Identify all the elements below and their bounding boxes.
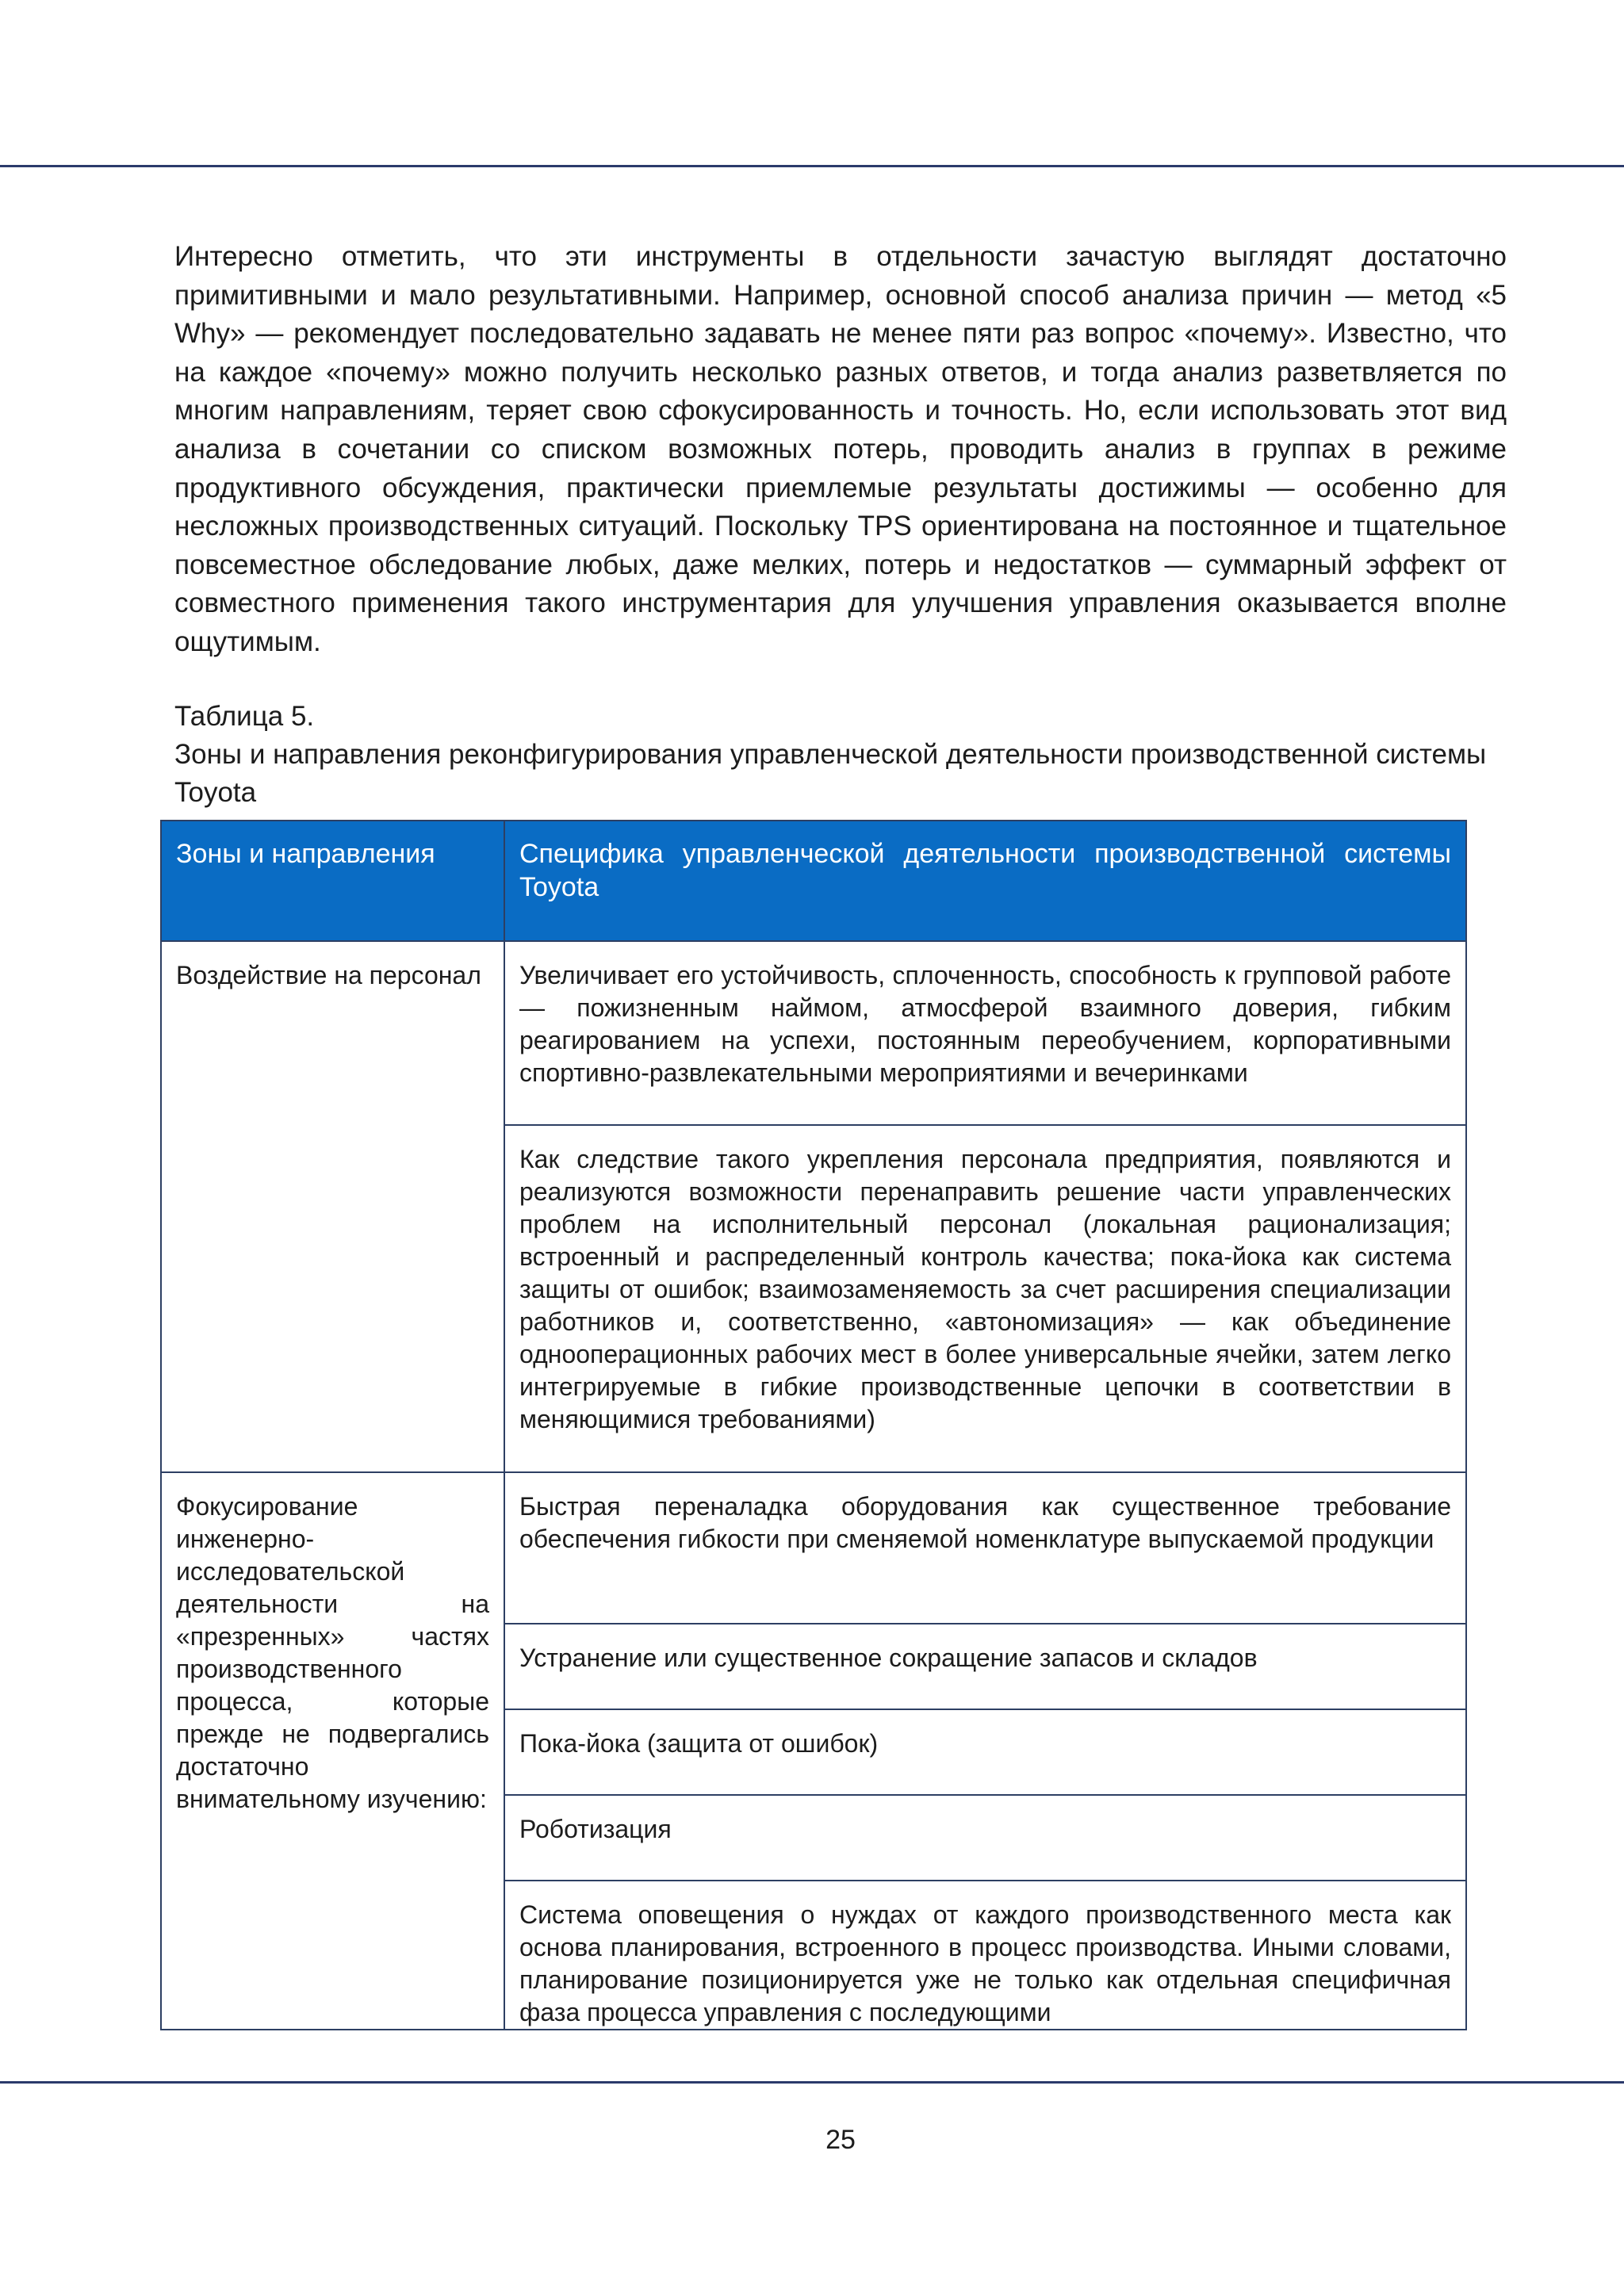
table-caption-title: Зоны и направления реконфигурирования управленческой деятельности производственной системы Toyota: [174, 739, 1487, 808]
table-header-row: [161, 821, 1466, 941]
page-number: 25: [825, 2125, 856, 2155]
table-row: [161, 1472, 1466, 1624]
footer-rule: [0, 2081, 1624, 2084]
spec-cell: Увеличивает его устойчивость, сплоченность, способность к групповой работе — пожизненным наймом, атмосферой взаимного доверия, гибким реагированием на успехи, постоянным переобучением, корпоративными спортивно-развлекательными мероприятиями и вечеринками: [504, 941, 1466, 1125]
table-row: [161, 941, 1466, 1125]
spec-cell: Как следствие такого укрепления персонала предприятия, появляются и реализуются возможности перенаправить решение части управленческих проблем на исполнительный персонал (локальная рационализация; встроенный и распределенный контроль качества; пока-йока как система защиты от ошибок; взаимозаменяемость за счет расширения специализации работников и, соответственно, «автономизация» — как объединение однооперационных рабочих мест в более универсальные ячейки, затем легко интегрируемые в гибкие производственные цепочки в соответствии в меняющимися требованиями): [504, 1125, 1466, 1472]
spec-cell: Пока-йока (защита от ошибок): [504, 1709, 1466, 1795]
spec-cell: Система оповещения о нуждах от каждого производственного места как основа планирования, встроенного в процесс производства. Иными словами, планирование позиционируется уже не только как отдельная специфичная фаза процесса управления с последующими: [504, 1881, 1466, 2030]
header-specifics: Специфика управленческой деятельности производственной системы Toyota: [504, 821, 1466, 941]
zones-table: [160, 820, 1467, 2030]
body-paragraph: Интересно отметить, что эти инструменты в отдельности зачастую выглядят достаточно примитивными и мало результативными. Например, основной способ анализа причин — метод «5 Why» — рекомендует последовательно задавать не менее пяти раз вопрос «почему». Известно, что на каждое «почему» можно получить несколько разных ответов, и тогда анализ разветвляется по многим направлениям, теряет свою сфокусированность и точность. Но, если использовать этот вид анализа в сочетании со списком возможных потерь, проводить анализ в группах в режиме продуктивного обсуждения, практически приемлемые результаты достижимы — особенно для несложных производственных ситуаций. Поскольку TPS ориентирована на постоянное и тщательное повсеместное обследование любых, даже мелких, потерь и недостатков — суммарный эффект от совместного применения такого инструментария для улучшения управления оказывается вполне ощутимым.: [174, 241, 1507, 657]
spec-cell: Роботизация: [504, 1795, 1466, 1881]
zone-cell: Воздействие на персонал: [161, 941, 504, 1472]
spec-cell: Быстрая переналадка оборудования как существенное требование обеспечения гибкости при сменяемой номенклатуре выпускаемой продукции: [504, 1472, 1466, 1624]
table-caption: [174, 698, 1507, 812]
table-caption-label: Таблица 5.: [174, 701, 315, 732]
header-zones: Зоны и направления: [161, 821, 504, 941]
spec-cell: Устранение или существенное сокращение запасов и складов: [504, 1624, 1466, 1709]
header-rule: [0, 165, 1624, 167]
zone-cell: Фокусирование инженерно-исследовательской деятельности на «презренных» частях производственного процесса, которые прежде не подвергались достаточно внимательному изучению:: [161, 1472, 504, 2030]
